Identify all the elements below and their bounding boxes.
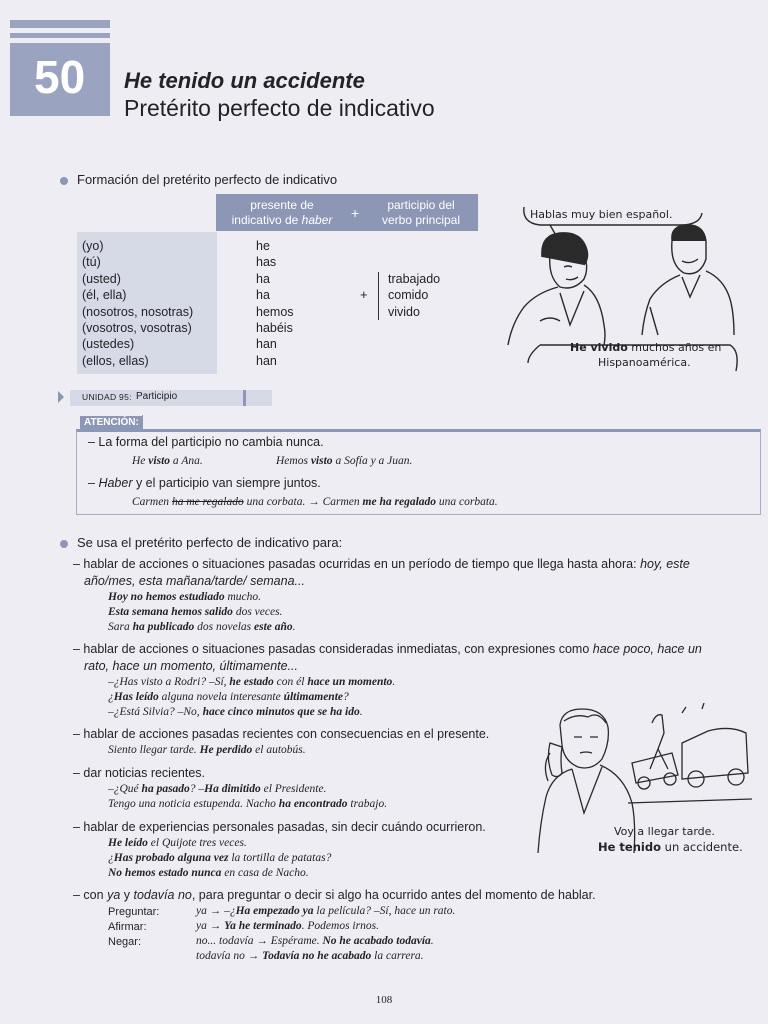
ex-bold: Has probado alguna vez — [113, 852, 229, 864]
ex-bold: ha encontrado — [278, 798, 348, 810]
ex-text: . Podemos irnos. — [301, 920, 379, 932]
rule-italic: Haber — [98, 476, 133, 490]
attention-example-2 — [132, 496, 498, 508]
attention-rule-1: – La forma del participio no cambia nunca. — [88, 435, 324, 449]
use-italic: hoy, este — [640, 557, 690, 571]
afirmar-label: Afirmar: — [108, 921, 147, 933]
ex-bold: He leído — [108, 837, 148, 849]
ex-bold: No he acabado todavía — [322, 935, 431, 947]
formation-heading-text: Formación del pretérito perfecto de indicativo — [77, 172, 338, 187]
participle: vivido — [388, 304, 420, 319]
ex-bold: este año — [254, 621, 293, 633]
ex-text: ya → –¿ — [196, 905, 236, 917]
col-header-aux-line1: presente de — [250, 198, 314, 212]
ex-text: alguna novela interesante — [158, 691, 284, 703]
participle-list — [388, 271, 440, 320]
ex-bold: Ya he terminado — [224, 920, 302, 932]
pronoun: (él, ella) — [82, 288, 127, 303]
use-italic: hace poco, hace un — [592, 642, 702, 656]
ex-bold: ha publicado — [132, 621, 195, 633]
col-header-participle-line2: verbo principal — [381, 213, 461, 227]
aux-form: ha — [256, 288, 270, 303]
ex-bold: ha pasado — [141, 783, 190, 795]
unidad-reference[interactable] — [70, 390, 272, 406]
ex-bold: Todavía no he acabado — [262, 950, 372, 962]
ex-text: ¿ — [108, 691, 114, 703]
ex-strikethrough: ha me regalado — [171, 496, 244, 508]
speech-bubble-bottom-line1 — [570, 341, 721, 354]
use-text: – con — [73, 888, 108, 902]
ex-text: la carrera. — [371, 950, 424, 962]
preguntar-label: Preguntar: — [108, 906, 160, 918]
phone-caption-line2 — [598, 840, 743, 854]
formation-heading — [60, 172, 337, 187]
ex-text: a Ana. — [170, 455, 203, 467]
uses-heading — [60, 535, 342, 550]
pronoun: (yo) — [82, 239, 104, 253]
unidad-label: UNIDAD 95: — [82, 392, 132, 402]
ex-text: la película? –Sí, hace un rato. — [313, 905, 456, 917]
pronoun-list — [82, 238, 193, 369]
caption-verb: He tenido — [598, 840, 661, 854]
ex-text: el Quijote tres veces. — [147, 837, 247, 849]
ex-bold: me ha regalado — [362, 496, 437, 508]
ex-text: –¿Está Silvia? –No, — [108, 706, 203, 718]
use-1-line1 — [73, 557, 690, 571]
attention-label-tick — [142, 415, 143, 429]
negar-label: Negar: — [108, 936, 142, 948]
use-2-example-3 — [108, 706, 363, 718]
ex-bold: visto — [148, 455, 171, 467]
ex-text: ? – — [189, 783, 205, 795]
negar-example-2 — [196, 950, 424, 962]
use-6-line — [73, 888, 596, 902]
ex-text: Sara — [108, 621, 133, 633]
use-italic: todavía no — [133, 888, 192, 902]
participle: trabajado — [388, 272, 441, 286]
ex-text: Tengo una noticia estupenda. Nacho — [108, 798, 279, 810]
unit-number: 50 — [34, 51, 86, 103]
ex-text: . — [392, 676, 396, 688]
bubble-text: muchos años en — [627, 341, 722, 354]
bullet-icon — [60, 177, 68, 185]
ex-text: mucho. — [224, 591, 262, 603]
ex-text: con él — [273, 676, 308, 688]
unidad-marker — [243, 390, 246, 406]
ex-bold: hace un momento — [307, 676, 393, 688]
aux-form: he — [256, 239, 270, 253]
use-text: – hablar de acciones o situaciones pasadas ocurridas en un período de tiempo que llega hasta ahora: — [73, 557, 641, 571]
ex-text: ? — [343, 691, 349, 703]
unidad-topic: Participio — [136, 391, 178, 402]
use-5-example-3 — [108, 867, 309, 879]
ex-bold: Has leído — [113, 691, 159, 703]
ex-text: el autobús. — [252, 744, 306, 756]
ex-bold: he estado — [229, 676, 274, 688]
ex-bold: hace cinco minutos que se ha ido — [202, 706, 360, 718]
aux-form: has — [256, 255, 277, 270]
ex-bold: últimamente — [283, 691, 343, 703]
attention-rule-2 — [88, 476, 321, 490]
ex-text: –¿Has visto a Rodri? –Sí, — [108, 676, 230, 688]
man-on-phone-drawing — [532, 703, 754, 863]
ex-text: en casa de Nacho. — [221, 867, 309, 879]
bubble-verb: He vivido — [570, 341, 628, 354]
ex-bold: visto — [310, 455, 333, 467]
use-4-example-2 — [108, 798, 387, 810]
caption-text: un accidente. — [661, 840, 743, 854]
rule-text: y el participio van siempre juntos. — [132, 476, 321, 490]
unit-title: He tenido un accidente — [124, 68, 365, 93]
aux-list — [256, 238, 294, 369]
phone-caption-line1: Voy a llegar tarde. — [614, 825, 715, 838]
ex-bold: Esta semana hemos salido — [108, 606, 233, 618]
participle-divider — [378, 272, 379, 320]
preguntar-example — [196, 905, 455, 917]
use-3-example — [108, 744, 306, 756]
ex-text: Siento llegar tarde. — [108, 744, 200, 756]
ex-text: . — [359, 706, 363, 718]
unit-subtitle: Pretérito perfecto de indicativo — [124, 95, 435, 121]
col-header-participle — [366, 198, 476, 228]
page-number: 108 — [375, 994, 393, 1006]
ex-bold: He perdido — [199, 744, 253, 756]
ex-bold: Ha empezado ya — [235, 905, 314, 917]
pronoun: (ustedes) — [82, 337, 135, 352]
table-header — [216, 194, 478, 231]
use-3-line: – hablar de acciones pasadas recientes con consecuencias en el presente. — [73, 727, 490, 741]
use-text: , para preguntar o decir si algo ha ocurrido antes del momento de hablar. — [191, 888, 596, 902]
ex-text: trabajo. — [347, 798, 388, 810]
use-text: – hablar de acciones o situaciones pasadas consideradas inmediatas, con expresiones como — [73, 642, 593, 656]
col-header-aux — [216, 198, 348, 228]
arrow-right-icon — [58, 391, 64, 403]
aux-form: habéis — [256, 321, 293, 336]
ex-text: no... todavía → Espérame. — [196, 935, 323, 947]
pronoun: (nosotros, nosotras) — [82, 304, 194, 319]
col-header-aux-line2 — [216, 213, 348, 228]
use-4-line: – dar noticias recientes. — [73, 766, 206, 780]
aux-form: han — [256, 353, 277, 368]
ex-text: a Sofía y a Juan. — [332, 455, 413, 467]
ex-text: Hemos — [276, 455, 311, 467]
ex-text: una corbata. → Carmen — [243, 496, 363, 508]
use-1-example-3 — [108, 621, 296, 633]
ex-text: ¿ — [108, 852, 114, 864]
ex-bold: No hemos estado nunca — [108, 867, 222, 879]
attention-label: ATENCIÓN: — [80, 416, 143, 429]
ex-text: dos veces. — [232, 606, 283, 618]
participle: comido — [388, 288, 429, 303]
use-2-example-2 — [108, 691, 349, 703]
uses-heading-text: Se usa el pretérito perfecto de indicativo para: — [77, 535, 343, 550]
col-header-plus: + — [351, 205, 360, 221]
ex-text: todavía no → — [196, 950, 263, 962]
header-stripe — [10, 38, 110, 43]
use-2-example-1 — [108, 676, 395, 688]
negar-example-1 — [196, 935, 434, 947]
plus-sign: + — [360, 287, 368, 302]
ex-text: dos novelas — [194, 621, 255, 633]
use-1-example-2 — [108, 606, 282, 618]
ex-text: . — [430, 935, 434, 947]
use-4-example-1 — [108, 783, 326, 795]
aux-form: hemos — [256, 304, 294, 319]
pronoun: (tú) — [82, 255, 101, 270]
attention-example-1a — [132, 455, 203, 467]
col-header-participle-line1: participio del — [387, 198, 455, 212]
use-italic: ya — [107, 888, 121, 902]
ex-text: una corbata. — [436, 496, 498, 508]
use-text: y — [120, 888, 134, 902]
ex-bold: Ha dimitido — [204, 783, 261, 795]
use-2-line2: rato, hace un momento, últimamente... — [84, 659, 298, 673]
ex-text: la tortilla de patatas? — [228, 852, 332, 864]
pronoun: (usted) — [82, 271, 121, 286]
aux-form: han — [256, 337, 277, 352]
illustration-phone-call — [532, 703, 754, 863]
pronoun: (ellos, ellas) — [82, 353, 149, 368]
ex-text: . — [292, 621, 296, 633]
header-stripe — [10, 28, 110, 33]
ex-bold: Hoy no hemos estudiado — [108, 591, 225, 603]
pronoun: (vosotros, vosotras) — [82, 321, 192, 336]
col-header-aux-text: indicativo de — [231, 213, 302, 227]
use-1-line2: año/mes, esta mañana/tarde/ semana... — [84, 574, 305, 588]
ex-text: –¿Qué — [108, 783, 142, 795]
use-5-line: – hablar de experiencias personales pasadas, sin decir cuándo ocurrieron. — [73, 820, 486, 834]
speech-bubble-top: Hablas muy bien español. — [530, 208, 673, 221]
use-5-example-2 — [108, 852, 331, 864]
use-1-example-1 — [108, 591, 261, 603]
use-2-line1 — [73, 642, 702, 656]
ex-text: He — [132, 455, 149, 467]
ex-text: el Presidente. — [260, 783, 327, 795]
bullet-icon — [60, 540, 68, 548]
afirmar-example — [196, 920, 379, 932]
col-header-aux-haber: haber — [301, 213, 333, 227]
use-5-example-1 — [108, 837, 247, 849]
rule-text: – — [88, 476, 99, 490]
speech-bubble-bottom-line2: Hispanoamérica. — [598, 356, 691, 369]
attention-example-1b — [276, 455, 412, 467]
aux-form: ha — [256, 271, 270, 286]
ex-text: Carmen — [132, 496, 172, 508]
ex-text: ya → — [196, 920, 225, 932]
